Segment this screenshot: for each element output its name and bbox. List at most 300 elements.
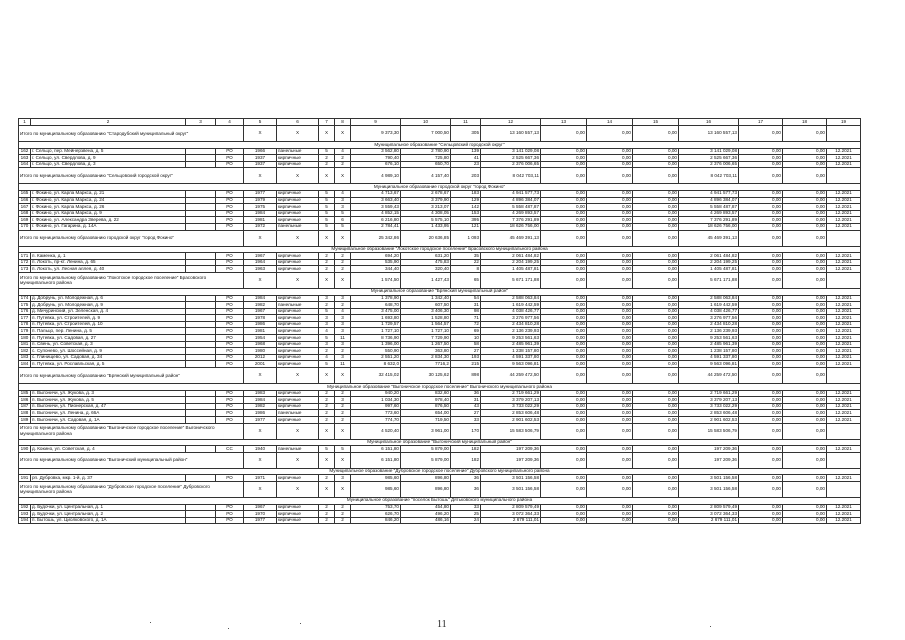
table-cell: 3 [319, 295, 335, 302]
table-cell: 363,80 [401, 348, 451, 355]
table-cell: 0,00 [633, 504, 679, 511]
table-row [19, 253, 861, 260]
table-cell: 2 [319, 348, 335, 355]
table-cell: РО [216, 475, 244, 482]
table-cell: 0,00 [739, 341, 783, 348]
table-cell: 0,00 [633, 197, 679, 204]
table-row [19, 390, 861, 397]
table-cell: 1967 [244, 253, 277, 260]
total-cell: 45 469 391,13 [481, 230, 541, 246]
total-cell: X [277, 126, 319, 142]
total-cell: X [319, 423, 335, 439]
table-cell: РО [216, 397, 244, 404]
table-cell: 0,00 [783, 204, 827, 211]
address-cell: п. Локоть, пр-кт. Ленина, д. 65 [31, 259, 186, 266]
table-cell: 2 376 006,65 [679, 161, 739, 168]
total-cell: 0,00 [633, 230, 679, 246]
table-cell: 2 [335, 155, 351, 162]
address-cell: п. Локоть, ул. Лесная аллея, д. 40 [31, 266, 186, 273]
table-cell: 36 [451, 475, 481, 482]
table-cell [186, 315, 216, 322]
table-cell: 166 [19, 197, 31, 204]
table-cell: 12.2021 [827, 308, 861, 315]
table-cell: 2 525 667,36 [481, 155, 541, 162]
table-cell: 1 405 487,81 [481, 266, 541, 273]
table-cell: 0,00 [633, 390, 679, 397]
table-cell: 535,90 [351, 259, 401, 266]
total-cell: 0,00 [783, 452, 827, 468]
table-cell: 2 784,41 [351, 223, 401, 230]
table-cell: 188 [19, 410, 31, 417]
table-cell [186, 204, 216, 211]
table-cell: 197 209,36 [679, 446, 739, 453]
table-cell: 0,00 [541, 217, 587, 224]
table-cell: 0,00 [739, 348, 783, 355]
table-cell: 0,00 [739, 517, 783, 524]
total-cell: 0,00 [587, 126, 633, 142]
table-cell: 0,00 [633, 417, 679, 424]
table-cell: 184 [19, 361, 31, 368]
table-cell: 1966 [244, 148, 277, 155]
table-cell [186, 155, 216, 162]
table-cell: 0,00 [541, 361, 587, 368]
total-cell: 0,00 [739, 368, 783, 384]
total-cell [827, 230, 861, 246]
table-cell [186, 403, 216, 410]
table-cell: 5 [319, 308, 335, 315]
table-cell: 0,00 [541, 403, 587, 410]
section-title: Муниципальное образование "Брянский муниципальный район" [19, 288, 861, 295]
table-cell: 0,00 [739, 475, 783, 482]
total-cell: 15 583 506,79 [679, 423, 739, 439]
table-cell: кирпичные [277, 517, 319, 524]
table-cell: 2 901 602,53 [481, 417, 541, 424]
table-cell: 3 [335, 475, 351, 482]
column-number-cell: 9 [351, 119, 401, 126]
table-cell [186, 321, 216, 328]
table-cell: 2 901 602,53 [679, 417, 739, 424]
table-cell: 3 [335, 328, 351, 335]
table-cell: 0,00 [739, 148, 783, 155]
total-row [19, 368, 861, 384]
table-cell: 8 632,0 [351, 361, 401, 368]
table-cell: 1954 [244, 335, 277, 342]
total-cell: X [335, 272, 351, 288]
table-cell: 0,00 [783, 302, 827, 309]
column-number-cell: 18 [783, 119, 827, 126]
table-cell: 0,00 [587, 315, 633, 322]
table-cell: 0,00 [587, 341, 633, 348]
table-cell: 0,00 [633, 321, 679, 328]
table-cell: 18 626 756,00 [679, 223, 739, 230]
column-number-cell: 15 [633, 119, 679, 126]
table-cell: 1 267,50 [401, 341, 451, 348]
table-cell: 626,70 [351, 511, 401, 518]
table-row [19, 321, 861, 328]
table-cell: 0,00 [541, 348, 587, 355]
table-cell: 1984 [244, 295, 277, 302]
table-row [19, 361, 861, 368]
table-cell: 183 [19, 354, 31, 361]
table-cell: 1981 [244, 217, 277, 224]
table-cell: 1 396,00 [351, 341, 401, 348]
table-row [19, 328, 861, 335]
table-cell [186, 253, 216, 260]
table-cell [186, 197, 216, 204]
table-cell: 142 [451, 204, 481, 211]
table-cell: 0,00 [541, 410, 587, 417]
address-cell: г. Фокино, ул. Карла Маркса, д. 9 [31, 210, 186, 217]
address-cell: г. Фокино, ул. Александра Зверева, д. 22 [31, 217, 186, 224]
table-cell: 180 [19, 335, 31, 342]
address-cell: д. Будочки, ул. Центральная, д. 2 [31, 511, 186, 518]
table-row [19, 504, 861, 511]
column-number-row [19, 119, 861, 126]
table-cell: 12.2021 [827, 504, 861, 511]
total-cell: 5 671 171,88 [481, 272, 541, 288]
table-cell: кирпичные [277, 259, 319, 266]
total-cell [827, 368, 861, 384]
table-cell: 2 [335, 390, 351, 397]
table-cell: 1 034,30 [351, 397, 401, 404]
total-label: Итого по муниципальному образованию "Дубровское городское поселение" Дубровского муниципального района [19, 481, 244, 497]
total-cell: X [335, 230, 351, 246]
table-cell: 164 [19, 161, 31, 168]
table-cell: 0,00 [739, 315, 783, 322]
table-cell: панельные [277, 223, 319, 230]
table-cell: 0,00 [587, 335, 633, 342]
address-cell: с. Супонево, ул. Шоссейная, д. 9 [31, 348, 186, 355]
table-cell: 4 591 337,80 [679, 354, 739, 361]
table-cell: 3 379 207,13 [481, 397, 541, 404]
table-cell: 12.2021 [827, 259, 861, 266]
table-cell: 0,00 [587, 295, 633, 302]
table-cell: 12.2021 [827, 315, 861, 322]
table-cell: 12.2021 [827, 361, 861, 368]
total-cell: 8 042 703,11 [481, 168, 541, 184]
table-cell: 0,00 [587, 348, 633, 355]
table-cell: 2 834,30 [401, 354, 451, 361]
table-cell: 0,00 [783, 190, 827, 197]
table-cell: 0,00 [587, 390, 633, 397]
table-cell: 197 209,36 [481, 446, 541, 453]
table-cell: 98 [451, 308, 481, 315]
table-cell: 139 [451, 148, 481, 155]
table-cell: 0,00 [633, 348, 679, 355]
table-cell: 1 727,10 [401, 328, 451, 335]
table-cell: 832,60 [401, 390, 451, 397]
table-cell: 0,00 [633, 361, 679, 368]
table-cell: 2 [335, 517, 351, 524]
table-cell: 2 [319, 475, 335, 482]
table-cell: 0,00 [783, 197, 827, 204]
table-cell: РО [216, 417, 244, 424]
table-row [19, 190, 861, 197]
table-row [19, 354, 861, 361]
address-cell: д. Добрунь, ул. Молодежная, д. 9 [31, 302, 186, 309]
table-cell: 176 [19, 308, 31, 315]
table-cell: 0,00 [587, 328, 633, 335]
total-cell: 3 501 156,58 [481, 481, 541, 497]
table-cell: 0,00 [783, 361, 827, 368]
table-cell: 940,20 [351, 390, 401, 397]
section-title: Муниципальное образование "Сельцовский городской округ" [19, 142, 861, 149]
section-header-row [19, 184, 861, 191]
table-cell: 0,00 [783, 217, 827, 224]
column-number-cell: 2 [31, 119, 186, 126]
total-cell: 0,00 [587, 368, 633, 384]
table-cell: 3 501 156,58 [679, 475, 739, 482]
table-cell: 2001 [244, 361, 277, 368]
table-cell: РО [216, 204, 244, 211]
table-cell: 185 [19, 390, 31, 397]
table-cell: 9 563 096,81 [679, 361, 739, 368]
total-cell: 0,00 [587, 230, 633, 246]
address-cell: п. Путевка, ул. Рославльская, д. 5 [31, 361, 186, 368]
table-cell: 12.2021 [827, 446, 861, 453]
total-cell: 0,00 [541, 230, 587, 246]
table-cell: 2 [335, 504, 351, 511]
table-cell: РО [216, 161, 244, 168]
table-cell: кирпичные [277, 155, 319, 162]
table-cell: 25 [451, 511, 481, 518]
table-cell: 0,00 [739, 446, 783, 453]
table-cell: 177 [19, 315, 31, 322]
table-cell: 0,00 [587, 517, 633, 524]
table-cell: 2 [319, 390, 335, 397]
table-cell: 2 204 199,25 [679, 259, 739, 266]
table-cell: 12.2021 [827, 511, 861, 518]
table-cell: 0,00 [541, 266, 587, 273]
table-cell: 0,00 [587, 354, 633, 361]
table-cell: 2 485 961,39 [679, 341, 739, 348]
table-cell: 773,60 [351, 410, 401, 417]
table-cell: кирпичные [277, 361, 319, 368]
table-cell [186, 335, 216, 342]
total-cell: 4 520,40 [351, 423, 401, 439]
table-cell: 171 [19, 253, 31, 260]
table-cell: 1978 [244, 315, 277, 322]
table-cell: 496,20 [401, 511, 451, 518]
address-cell: п. Путевка, ул. Строителей, д. 10 [31, 321, 186, 328]
table-cell: 0,00 [739, 266, 783, 273]
table-cell: 4 941 577,73 [679, 190, 739, 197]
table-cell: 0,00 [541, 321, 587, 328]
table-cell: 2 [319, 161, 335, 168]
table-cell: кирпичные [277, 315, 319, 322]
table-cell: 3 733 022,29 [679, 403, 739, 410]
table-cell: 2 679 111,01 [679, 517, 739, 524]
table-cell: 2 [319, 504, 335, 511]
table-cell: 5 [319, 204, 335, 211]
table-cell: 1980 [244, 348, 277, 355]
table-cell: 0,00 [739, 361, 783, 368]
table-cell: 0,00 [783, 210, 827, 217]
total-cell: X [244, 272, 277, 288]
table-cell [186, 210, 216, 217]
table-cell: 2 204 199,25 [481, 259, 541, 266]
total-cell: 0,00 [739, 423, 783, 439]
total-cell: 305 [451, 126, 481, 142]
table-cell [186, 354, 216, 361]
table-cell: 0,00 [633, 155, 679, 162]
table-cell: 0,00 [541, 517, 587, 524]
total-cell: 182 [451, 452, 481, 468]
table-cell [186, 397, 216, 404]
total-cell: X [319, 481, 335, 497]
table-cell: 2 853 606,48 [679, 410, 739, 417]
table-cell: 550,90 [351, 348, 401, 355]
total-label: Итого по муниципальному образованию "Выгоничское городское поселение" Выгоничского муниципального района [19, 423, 244, 439]
table-cell: 4 269 893,57 [481, 210, 541, 217]
total-cell: 0,00 [739, 126, 783, 142]
table-cell: 4 896 384,07 [481, 197, 541, 204]
table-cell: 0,00 [739, 223, 783, 230]
table-cell: 193 [451, 354, 481, 361]
table-cell [186, 361, 216, 368]
table-cell [186, 446, 216, 453]
table-cell: 4 713,67 [351, 190, 401, 197]
table-cell: 5 [335, 446, 351, 453]
address-cell: д. Добрунь, ул. Молодежная, д. 6 [31, 295, 186, 302]
address-cell: г. Фокино, ул. Карла Маркса, д. 21 [31, 190, 186, 197]
table-cell: 0,00 [633, 446, 679, 453]
table-cell: 0,00 [739, 328, 783, 335]
table-cell: 1967 [244, 504, 277, 511]
table-cell: 22 [451, 259, 481, 266]
table-cell [186, 517, 216, 524]
total-cell: 5 671 171,88 [679, 272, 739, 288]
table-cell: 0,00 [633, 266, 679, 273]
total-cell [827, 423, 861, 439]
table-row [19, 348, 861, 355]
table-cell: 18 626 756,00 [481, 223, 541, 230]
total-cell: 0,00 [541, 168, 587, 184]
table-cell: 36 [451, 390, 481, 397]
address-cell: г. Сельцо, ул. Свердлова, д. 3 [31, 161, 186, 168]
table-cell [186, 161, 216, 168]
table-cell: 0,00 [541, 190, 587, 197]
table-cell: 2 679 111,01 [481, 517, 541, 524]
table-cell: 181 [19, 341, 31, 348]
section-header-row [19, 246, 861, 253]
table-cell: 3 [335, 321, 351, 328]
total-label: Итого по муниципальному образованию "Локотское городское поселение" Брасовского муниципального района [19, 272, 244, 288]
table-cell: 1 433,95 [401, 223, 451, 230]
table-row [19, 315, 861, 322]
table-cell: 3 [319, 341, 335, 348]
table-cell: 172 [19, 259, 31, 266]
table-cell: 0,00 [587, 223, 633, 230]
table-cell: 0,00 [633, 223, 679, 230]
table-cell: 2 [335, 302, 351, 309]
table-cell: 2 809 579,49 [481, 504, 541, 511]
total-cell: 8 042 703,11 [679, 168, 739, 184]
table-cell: кирпичные [277, 161, 319, 168]
total-cell: X [319, 272, 335, 288]
table-cell: кирпичные [277, 217, 319, 224]
total-cell: X [335, 423, 351, 439]
table-cell: 648,70 [351, 302, 401, 309]
table-cell: 167 [19, 204, 31, 211]
table-cell: 1 729,57 [351, 321, 401, 328]
table-cell: 2 [335, 266, 351, 273]
column-number-cell: 5 [244, 119, 277, 126]
total-cell: 30 125,62 [401, 368, 451, 384]
table-cell: 0,00 [783, 335, 827, 342]
table-cell: 69 [451, 328, 481, 335]
table-cell: 0,00 [783, 397, 827, 404]
table-cell: РО [216, 348, 244, 355]
table-cell: 3 [335, 295, 351, 302]
address-cell: п. Выгоничи, ул. Садовая, д. 1А [31, 417, 186, 424]
table-cell: 2 [319, 511, 335, 518]
table-cell: 1 342,40 [401, 295, 451, 302]
table-cell: РО [216, 335, 244, 342]
table-cell: 607,50 [401, 302, 451, 309]
table-cell: РО [216, 197, 244, 204]
section-title: Муниципальное образование "Дубровское городское поселение" Дубровского муниципального района [19, 468, 861, 475]
table-cell: 31 [451, 397, 481, 404]
table-cell: 12.2021 [827, 190, 861, 197]
table-cell: 0,00 [587, 475, 633, 482]
total-cell: 36 [451, 481, 481, 497]
table-cell: СС [216, 446, 244, 453]
column-number-cell: 13 [541, 119, 587, 126]
table-cell: 12.2021 [827, 410, 861, 417]
table-cell: кирпичные [277, 348, 319, 355]
table-cell: 2 [335, 348, 351, 355]
table-cell: 12.2021 [827, 328, 861, 335]
table-cell: 163 [19, 155, 31, 162]
table-cell: 0,00 [587, 361, 633, 368]
table-cell: 395 [451, 217, 481, 224]
table-cell: 0,00 [633, 295, 679, 302]
table-cell: 43 [451, 403, 481, 410]
table-cell [186, 348, 216, 355]
total-cell [827, 452, 861, 468]
table-cell: 3 475,00 [351, 308, 401, 315]
table-cell: 2 [335, 161, 351, 168]
table-cell [186, 259, 216, 266]
table-cell: 3 213,07 [401, 204, 451, 211]
table-cell: 0,00 [541, 475, 587, 482]
table-cell: 0,00 [541, 397, 587, 404]
total-cell [827, 272, 861, 288]
table-cell: 0,00 [633, 253, 679, 260]
table-cell: 71 [451, 315, 481, 322]
total-cell: X [277, 272, 319, 288]
table-cell: 0,00 [541, 511, 587, 518]
column-number-cell: 12 [481, 119, 541, 126]
table-row [19, 266, 861, 273]
table-cell: кирпичные [277, 403, 319, 410]
table-cell: 2 [335, 259, 351, 266]
table-cell: 170 [19, 223, 31, 230]
address-cell: п. Выгоничи, ул. Пионерская, д. 47 [31, 403, 186, 410]
address-cell: г. Сельцо, пер. Мейнерзвена, д. 5 [31, 148, 186, 155]
section-header-row [19, 468, 861, 475]
table-cell: 475,83 [401, 259, 451, 266]
table-cell: 2 [319, 410, 335, 417]
table-cell: РО [216, 361, 244, 368]
table-cell: 3 663,40 [351, 197, 401, 204]
table-cell: РО [216, 148, 244, 155]
table-cell: 182 [19, 348, 31, 355]
table-row [19, 217, 861, 224]
table-cell: 0,00 [587, 417, 633, 424]
table-cell: РО [216, 302, 244, 309]
